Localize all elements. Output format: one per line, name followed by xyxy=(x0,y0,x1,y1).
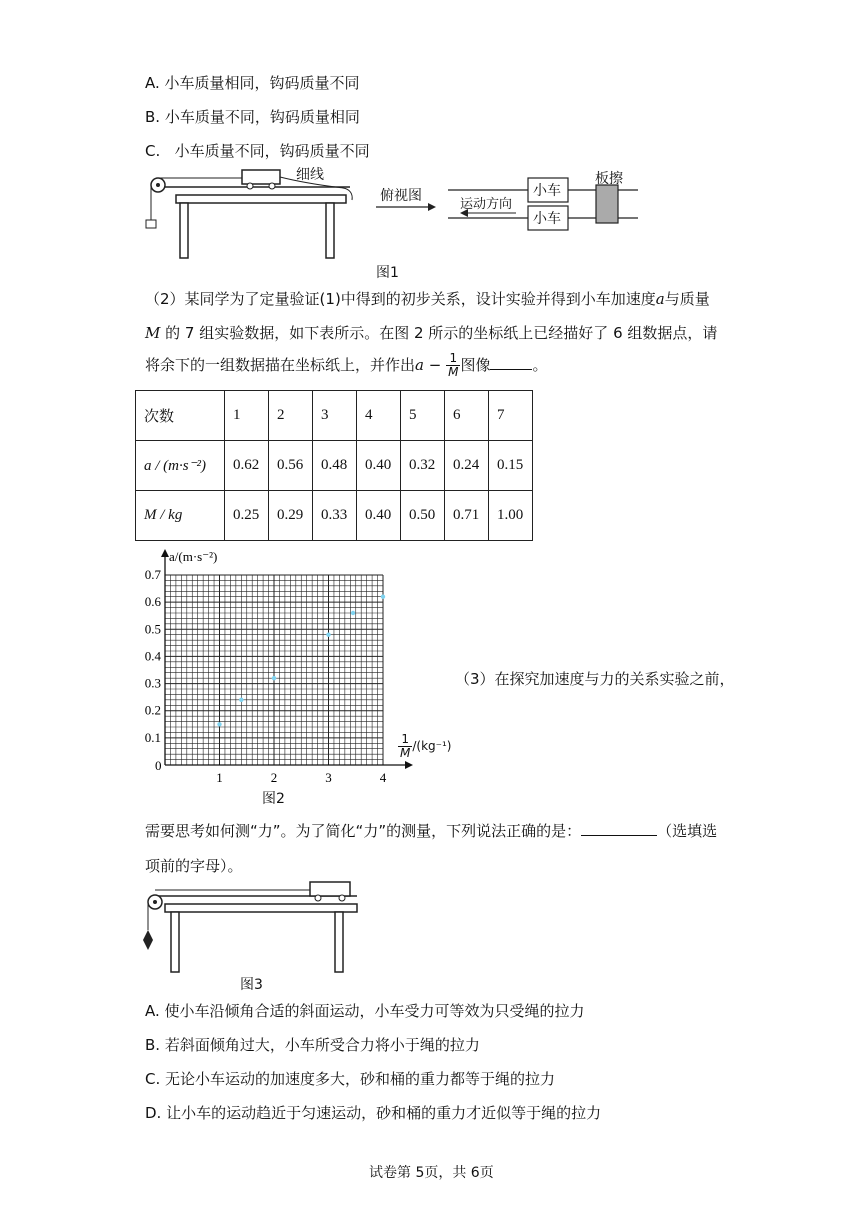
q3-line-2: 项前的字母）。 xyxy=(145,857,243,875)
table-cell: 7 xyxy=(489,391,533,441)
figure-1-caption: 图1 xyxy=(376,265,399,281)
y-axis-arrow xyxy=(161,549,169,557)
q2-line-3: 将余下的一组数据描在坐标纸上，并作出a − $\frac{1}{M}$ 图像 。 xyxy=(145,351,548,379)
x-axis-fraction xyxy=(398,733,412,760)
data-point xyxy=(272,676,276,680)
option-letter: A. xyxy=(145,74,160,92)
option-text: 使小车沿倾角合适的斜面运动，小车受力可等效为只受绳的拉力 xyxy=(164,1002,585,1020)
var-a: a xyxy=(655,290,665,308)
answer-blank-q2[interactable] xyxy=(490,369,532,370)
option-letter: C. xyxy=(145,142,161,160)
option-b-top xyxy=(145,106,360,127)
origin-label: 0 xyxy=(155,758,162,773)
x-tick-label: 4 xyxy=(379,770,387,785)
figure-1-diagram xyxy=(138,160,658,265)
option-letter: A. xyxy=(145,1002,160,1020)
x-tick-label: 1 xyxy=(216,770,223,785)
table-row xyxy=(136,441,533,491)
table-cell: 0.50 xyxy=(401,491,445,541)
table-cell: 0.48 xyxy=(313,441,357,491)
option-c xyxy=(145,1068,555,1089)
q3-text: （选填选 xyxy=(657,822,718,840)
x-axis-frac-den: M xyxy=(400,746,411,760)
data-point xyxy=(239,698,243,702)
option-letter: B. xyxy=(145,108,161,126)
table-cell: 4 xyxy=(357,391,401,441)
option-text: 让小车的运动趋近于匀速运动，砂和桶的重力才近似等于绳的拉力 xyxy=(166,1104,602,1122)
table-cell: 0.40 xyxy=(357,491,401,541)
label-direction: 运动方向 xyxy=(460,197,513,212)
y-tick-label: 0.3 xyxy=(144,675,161,691)
label-top-view: 俯视图 xyxy=(380,188,422,204)
option-a-top xyxy=(145,72,360,93)
table-cell: a / (m·s⁻²) xyxy=(136,441,225,491)
x-tick-label: 2 xyxy=(270,770,278,785)
option-letter: C. xyxy=(145,1070,161,1088)
option-text: 小车质量不同，钩码质量相同 xyxy=(164,108,360,126)
var-m: M xyxy=(145,324,161,342)
y-tick-label: 0.7 xyxy=(144,567,161,582)
y-tick-label: 0.6 xyxy=(144,594,161,610)
var-a: a xyxy=(415,356,424,374)
q2-text: （2）某同学为了定量验证(1)中得到的初步关系，设计实验并得到小车加速度 xyxy=(145,290,656,308)
option-letter: B. xyxy=(145,1036,161,1054)
option-text: 若斜面倾角过大，小车所受合力将小于绳的拉力 xyxy=(164,1036,480,1054)
table-cell: 0.32 xyxy=(401,441,445,491)
option-b xyxy=(145,1034,480,1055)
q2-text: 图像 xyxy=(460,356,491,374)
q3-text: 需要思考如何测“力”。为了简化“力”的测量，下列说法正确的是： xyxy=(145,822,582,840)
table-cell: 0.62 xyxy=(225,441,269,491)
y-axis-label: a/(m·s⁻²) xyxy=(169,549,218,564)
option-c-top xyxy=(145,140,370,161)
data-point xyxy=(381,595,385,599)
figure-3-caption: 图3 xyxy=(240,977,263,993)
data-point xyxy=(326,633,330,637)
table-cell: 2 xyxy=(269,391,313,441)
table-cell: 0.71 xyxy=(445,491,489,541)
q2-text: 。 xyxy=(532,356,548,374)
table-cell: 次数 xyxy=(136,391,225,441)
y-tick-label: 0.1 xyxy=(144,729,161,745)
table-cell: 0.25 xyxy=(225,491,269,541)
x-axis-unit: /(kg⁻¹) xyxy=(412,739,452,753)
q2-line-1 xyxy=(145,288,710,309)
data-table xyxy=(135,390,533,541)
label-eraser: 板擦 xyxy=(595,171,623,187)
y-tick-label: 0.2 xyxy=(144,702,161,718)
table-cell: 5 xyxy=(401,391,445,441)
option-d xyxy=(145,1102,601,1123)
x-axis-label xyxy=(398,733,451,760)
label-car-bottom: 小车 xyxy=(533,211,561,227)
table-cell: M / kg xyxy=(136,491,225,541)
chart-axes xyxy=(161,549,413,769)
q2-line-2 xyxy=(145,322,717,343)
figure-2-caption: 图2 xyxy=(262,791,285,807)
table-row xyxy=(136,391,533,441)
option-text: 小车质量相同，钩码质量不同 xyxy=(164,74,360,92)
fraction-1-over-m xyxy=(446,352,460,379)
table-row xyxy=(136,491,533,541)
q2-text: 与质量 xyxy=(664,290,710,308)
data-point xyxy=(217,722,221,726)
option-a xyxy=(145,1000,585,1021)
chart-grid xyxy=(165,575,383,765)
label-thread: 细线 xyxy=(296,167,324,183)
q3-line-1 xyxy=(145,820,717,841)
label-car-top: 小车 xyxy=(533,183,561,199)
y-tick-label: 0.5 xyxy=(144,621,161,637)
fraction-denominator: M xyxy=(448,365,459,379)
y-tick-label: 0.4 xyxy=(144,648,161,664)
table-cell: 1.00 xyxy=(489,491,533,541)
table-cell: 0.29 xyxy=(269,491,313,541)
x-axis-frac-num: 1 xyxy=(398,733,412,747)
figure-3-diagram xyxy=(135,878,375,978)
x-tick-label: 3 xyxy=(325,770,332,785)
fraction-numerator: 1 xyxy=(446,352,460,366)
option-letter: D. xyxy=(145,1104,162,1122)
page-footer: 试卷第 5页，共 6页 xyxy=(369,1165,494,1181)
q2-text: 的 7 组实验数据，如下表所示。在图 2 所示的坐标纸上已经描好了 6 组数据点，请 xyxy=(165,324,718,342)
q3-intro: （3）在探究加速度与力的关系实验之前， xyxy=(455,670,735,688)
option-text: 小车质量不同，钩码质量不同 xyxy=(174,142,370,160)
table-cell: 3 xyxy=(313,391,357,441)
table-cell: 0.24 xyxy=(445,441,489,491)
option-text: 无论小车运动的加速度多大，砂和桶的重力都等于绳的拉力 xyxy=(165,1070,556,1088)
table-cell: 0.56 xyxy=(269,441,313,491)
table-cell: 0.15 xyxy=(489,441,533,491)
table-cell: 6 xyxy=(445,391,489,441)
x-axis-arrow xyxy=(405,761,413,769)
data-point xyxy=(351,611,355,615)
table-cell: 0.33 xyxy=(313,491,357,541)
table-cell: 1 xyxy=(225,391,269,441)
answer-blank-q3[interactable] xyxy=(581,835,657,836)
table-cell: 0.40 xyxy=(357,441,401,491)
q2-text: 将余下的一组数据描在坐标纸上，并作出 xyxy=(145,356,416,374)
